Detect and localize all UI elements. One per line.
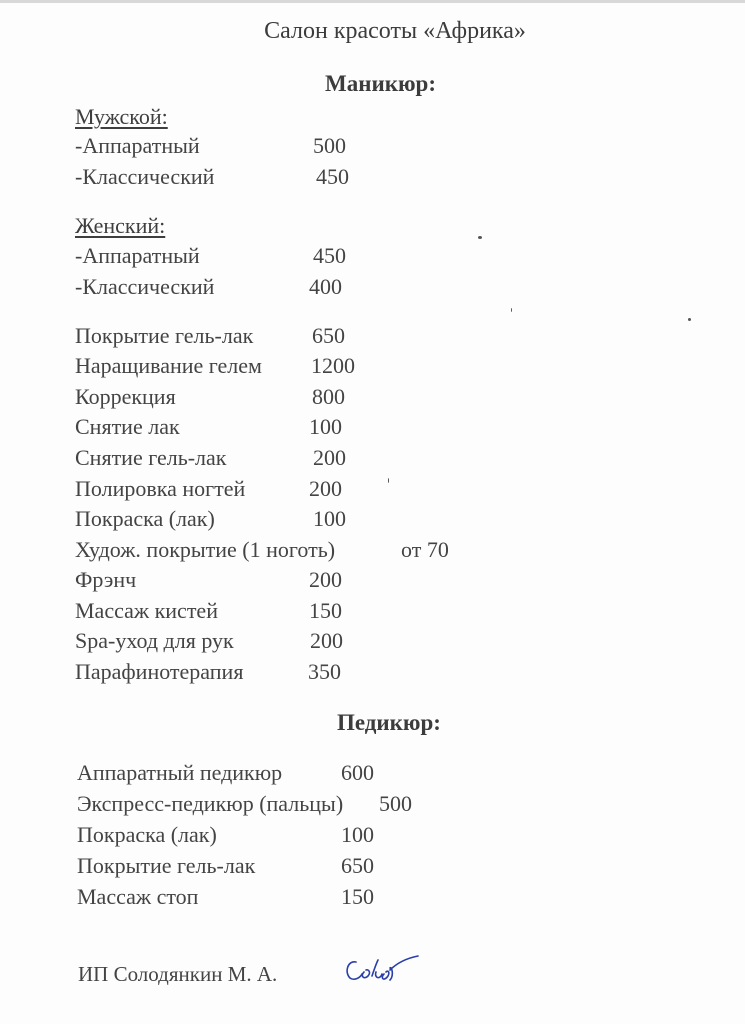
service-price: от 70 (401, 537, 449, 562)
price-row (75, 506, 715, 536)
service-name: -Классический (75, 164, 215, 189)
price-row (77, 884, 717, 914)
salon-title: Салон красоты «Африка» (264, 18, 526, 44)
price-row (75, 476, 715, 506)
owner-label: ИП Солодянкин М. А. (78, 962, 278, 986)
scan-speck (478, 236, 482, 239)
service-price: 200 (309, 567, 342, 592)
price-row (75, 659, 715, 689)
service-name: Парафинотерапия (75, 659, 244, 684)
service-price: 450 (313, 243, 346, 268)
service-name: Полировка ногтей (75, 476, 246, 501)
scan-speck (688, 318, 691, 321)
price-row (75, 414, 715, 444)
service-price: 450 (316, 164, 349, 189)
price-row (75, 323, 715, 353)
price-row (75, 537, 715, 567)
service-name: Покраска (лак) (75, 506, 215, 531)
service-price: 650 (312, 323, 345, 348)
service-name: -Аппаратный (75, 243, 200, 268)
female-group-heading: Женский: (75, 213, 166, 238)
service-price: 1200 (311, 353, 355, 378)
service-price: 100 (309, 414, 342, 439)
price-row (75, 384, 715, 414)
service-name: Наращивание гелем (75, 353, 262, 378)
service-price: 200 (310, 628, 343, 653)
service-name: -Классический (75, 274, 215, 299)
scan-speck (388, 478, 389, 483)
price-row (75, 445, 715, 475)
service-name: Снятие гель-лак (75, 445, 227, 470)
service-name: Spa-уход для рук (75, 628, 234, 653)
scan-speck (511, 308, 512, 312)
price-row (75, 274, 715, 304)
price-row (75, 164, 715, 194)
price-row (75, 598, 715, 628)
price-row (77, 791, 717, 821)
price-row (75, 243, 715, 273)
service-price: 400 (309, 274, 342, 299)
price-row (77, 822, 717, 852)
service-price: 150 (341, 884, 374, 909)
pedicure-heading: Педикюр: (337, 710, 441, 735)
manicure-heading: Маникюр: (325, 71, 436, 96)
service-price: 500 (313, 133, 346, 158)
service-price: 650 (341, 853, 374, 878)
price-row (75, 133, 715, 163)
price-row (75, 567, 715, 597)
service-price: 200 (309, 476, 342, 501)
scan-top-edge (0, 0, 745, 3)
service-name: Покрытие гель-лак (75, 323, 254, 348)
service-price: 500 (379, 791, 412, 816)
male-group-heading: Мужской: (75, 104, 168, 129)
service-name: Коррекция (75, 384, 176, 409)
signature-icon (342, 948, 422, 988)
price-row (75, 628, 715, 658)
service-name: Покраска (лак) (77, 822, 217, 847)
service-price: 600 (341, 760, 374, 785)
service-price: 150 (309, 598, 342, 623)
service-name: Покрытие гель-лак (77, 853, 256, 878)
service-name: Снятие лак (75, 414, 180, 439)
service-name: Массаж кистей (75, 598, 218, 623)
service-name: Аппаратный педикюр (77, 760, 283, 785)
price-row (77, 853, 717, 883)
price-row (75, 353, 715, 383)
service-name: Массаж стоп (77, 884, 199, 909)
service-price: 100 (313, 506, 346, 531)
service-price: 350 (308, 659, 341, 684)
service-name: -Аппаратный (75, 133, 200, 158)
service-price: 200 (313, 445, 346, 470)
service-name: Экспресс-педикюр (пальцы) (77, 791, 344, 816)
service-name: Фрэнч (75, 567, 137, 592)
service-price: 800 (312, 384, 345, 409)
price-row (77, 760, 717, 790)
service-name: Худож. покрытие (1 ноготь) (75, 537, 336, 562)
service-price: 100 (341, 822, 374, 847)
